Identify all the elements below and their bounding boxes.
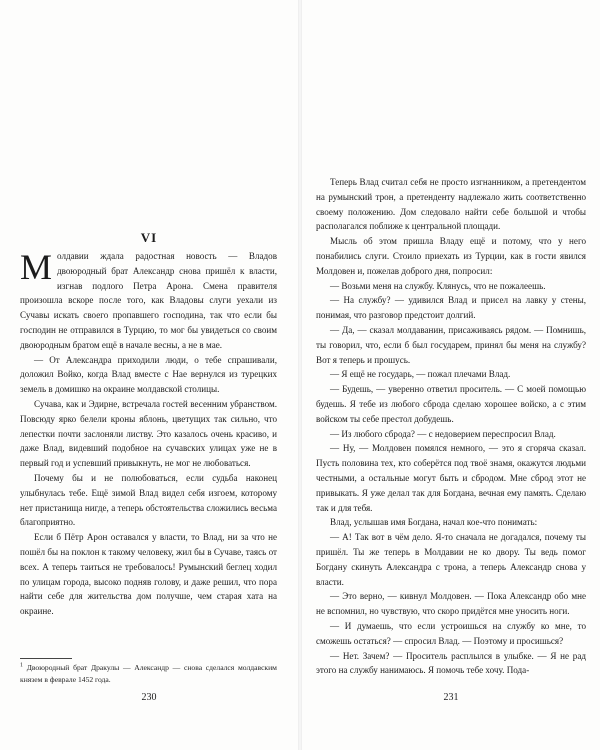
right-paragraph-14: — Нет. Зачем? — Проситель расплылся в улыбке. — Я не рад этого на службу нанимаюсь. Я помочь тебе хочу. Пода- <box>316 650 586 676</box>
footnote-rule <box>20 658 72 659</box>
right-paragraph-3: — Возьми меня на службу. Клянусь, что не пожалеешь. <box>330 280 546 291</box>
paragraph-5: Если б Пётр Арон оставался у власти, то Влад, ни за что не пошёл бы на поклон к такому человеку, жил бы в Сучаве, таясь от всех. А теперь таиться не требовалось! Румынский беглец ходил по улицам города, высоко подняв голову, и даже решил, что пора найти себе для жительства дом получше, чем старая хата на окраине. <box>20 532 277 617</box>
right-paragraph-1: Теперь Влад считал себя не просто изгнанником, а претендентом на румынский трон, а претенденту надлежало жить соответственно своему положению. Дом следовало найти себе большой и чтобы располагался поближе к центральной площади. <box>316 177 586 232</box>
left-page-text <box>20 249 277 619</box>
drop-cap: М <box>20 247 53 287</box>
right-paragraph-7: — Будешь, — уверенно ответил проситель. — С моей помощью будешь. Я тебе из любого сброда сделаю хорошее войско, а с этим войском ты себе престол добудешь. <box>316 384 586 424</box>
paragraph-1-text: олдавии ждала радостная новость — Владов двоюродный брат Александр снова пришёл к власти, изгнав подлого Петра Арона. Смена правителя произошла вскоре после того, как Владовы слуги уехали из Сучавы искать своего пропавшего господина, так что если бы господин не отправился в Турцию, то мог бы увидеться со своим двоюродным братом ещё в начале весны, а не в мае. <box>20 251 277 350</box>
footnote <box>20 662 277 685</box>
right-paragraph-4: — На службу? — удивился Влад и присел на лавку у стены, понимая, что разговор предстоит долгий. <box>316 295 586 321</box>
paragraph-3: Сучава, как и Эдирне, встречала гостей весенним убранством. Повсюду ярко белели кроны яблонь, цветущих так сильно, что лепестки почти заслоняли листву. Это казалось очень красиво, и даже Влад, видевший подобное на сучавских улицах уже не в первый год и успевший привыкнуть, не мог не любоваться. <box>20 398 277 469</box>
footnote-marker: 1 <box>20 662 23 669</box>
right-paragraph-5: — Да, — сказал молдаванин, присаживаясь рядом. — Помнишь, ты говорил, что, если б был государем, принял бы меня на службу? Вот я теперь и прошусь. <box>316 324 586 365</box>
right-paragraph-13: — И думаешь, что если устроишься на службу ко мне, то сможешь остаться? — спросил Влад. — Поэтому и просишься? <box>316 620 586 646</box>
right-page-text <box>316 175 586 678</box>
paragraph-2: — От Александра приходили люди, о тебе спрашивали, доложил Войко, когда Влад вместе с Нае вернулся из турецких земель в домишко на окраине молдавской столицы. <box>20 354 277 395</box>
paragraph-1 <box>20 249 277 353</box>
right-paragraph-11: — А! Так вот в чём дело. Я-то сначала не догадался, почему ты пришёл. Ты же теперь в Молдавии не ко двору. Ты ведь помог Богдану скинуть Александра с трона, а теперь Александр снова у власти. <box>316 532 586 587</box>
footnote-text: Двоюродный брат Дракулы — Александр — снова сделался молдавским князем в феврале 1452 года. <box>20 663 277 684</box>
page-number-right: 231 <box>443 692 459 703</box>
right-paragraph-2: Мысль об этом пришла Владу ещё и потому, что у него понабились слуги. Стоило приехать из Турции, как в гости явился Молдовен и, пожелав доброго дня, попросил: <box>316 236 586 276</box>
right-paragraph-9: — Ну, — Молдовен помялся немного, — это я сгоряча сказал. Пусть половина тех, кто соберётся под твоё знамя, окажутся людьми честными, а остальные могут быть и сбродом. Мне сброд этот не привыкать. Я уже делал так для Богдана, вечная ему память. Сделаю так и для тебя. <box>316 443 586 513</box>
chapter-title: VI <box>140 230 158 245</box>
right-paragraph-12: — Это верно, — кивнул Молдовен. — Пока Александр обо мне не вспомнил, но чувствую, что скоро придётся мне уносить ноги. <box>316 591 586 617</box>
left-page <box>0 0 298 750</box>
page-number-left: 230 <box>141 692 157 703</box>
paragraph-4: Почему бы и не полюбоваться, если судьба наконец улыбнулась тебе. Ещё зимой Влад видел себя изгоем, которому нет пристанища нигде, а теперь обстоятельства сложились весьма благоприятно. <box>20 472 277 528</box>
right-paragraph-6: — Я ещё не государь, — пожал плечами Влад. <box>330 369 511 380</box>
right-page <box>302 0 600 750</box>
right-paragraph-8: — Из любого сброда? — с недоверием переспросил Влад. <box>330 428 556 439</box>
right-paragraph-10: Влад, услышав имя Богдана, начал кое-что понимать: <box>330 517 538 528</box>
